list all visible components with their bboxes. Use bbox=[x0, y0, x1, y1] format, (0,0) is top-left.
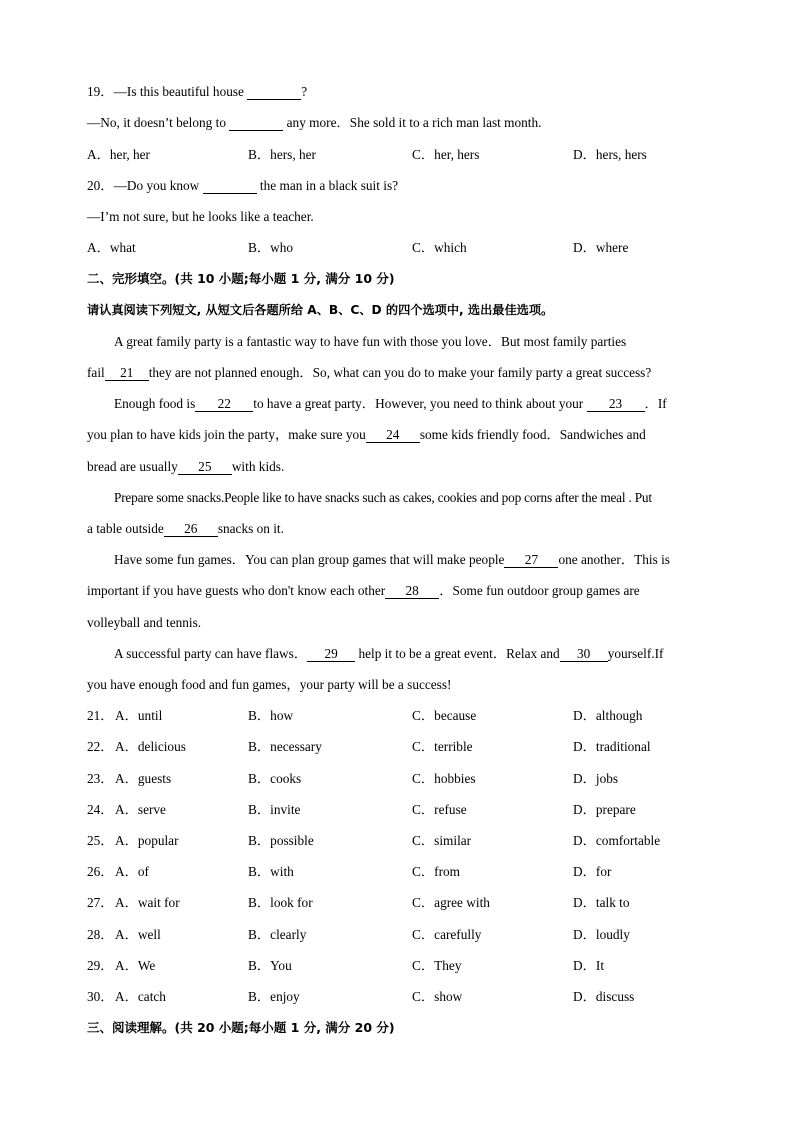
option-b: B．look for bbox=[248, 895, 313, 910]
blank-26: 26 bbox=[164, 521, 218, 537]
option-a: A．catch bbox=[115, 989, 166, 1004]
option-c: C．similar bbox=[412, 833, 472, 848]
option-a: A．serve bbox=[115, 802, 166, 817]
passage-text: yourself.If bbox=[607, 646, 664, 661]
question-23-options bbox=[87, 770, 727, 788]
blank-25: 25 bbox=[178, 459, 232, 475]
option-a: A．well bbox=[115, 927, 161, 942]
option-c: C．because bbox=[412, 708, 477, 723]
option-d: D．where bbox=[573, 240, 629, 255]
passage-p4-line2 bbox=[87, 582, 640, 600]
option-d: D．hers, hers bbox=[573, 147, 647, 162]
option-b: B．necessary bbox=[248, 739, 322, 754]
passage-text: a table outside bbox=[87, 521, 164, 536]
question-19-stem bbox=[87, 83, 307, 101]
question-25-options bbox=[87, 832, 727, 850]
option-b: B．enjoy bbox=[248, 989, 300, 1004]
q20-text-post: the man in a black suit is? bbox=[256, 178, 399, 193]
option-c: C．agree with bbox=[412, 895, 490, 910]
passage-p5-line2: you have enough food and fun games，your party will be a success! bbox=[87, 677, 452, 692]
option-b: B．possible bbox=[248, 833, 314, 848]
option-b: B．clearly bbox=[248, 927, 307, 942]
question-19-reply bbox=[87, 114, 541, 132]
option-a: A．guests bbox=[115, 771, 172, 786]
question-number: 24． bbox=[87, 802, 114, 817]
q19-reply-pre: —No, it doesn’t belong to bbox=[87, 115, 230, 130]
option-d: D．traditional bbox=[573, 739, 651, 754]
option-b: B．cooks bbox=[248, 771, 302, 786]
option-d: D．It bbox=[573, 958, 605, 973]
question-number: 25． bbox=[87, 833, 114, 848]
passage-text: some kids friendly food．Sandwiches and bbox=[419, 427, 646, 442]
answer-blank bbox=[247, 84, 301, 100]
passage-p5-line1 bbox=[114, 645, 663, 663]
passage-p4-line1 bbox=[114, 551, 670, 569]
section-2-title: 二、完形填空。(共 10 小题;每小题 1 分, 满分 10 分) bbox=[87, 271, 395, 286]
passage-text: they are not planned enough．So, what can you do to make your family party a great success? bbox=[148, 365, 652, 380]
question-19-options bbox=[87, 146, 727, 164]
passage-text: ．If bbox=[644, 396, 667, 411]
blank-27: 27 bbox=[504, 552, 558, 568]
option-a: A．until bbox=[115, 708, 163, 723]
passage-p2-line2 bbox=[87, 426, 646, 444]
passage-p2-line1 bbox=[114, 395, 667, 413]
passage-text: Enough food is bbox=[114, 396, 196, 411]
option-a: A．of bbox=[115, 864, 149, 879]
option-d: D．talk to bbox=[573, 895, 630, 910]
blank-28: 28 bbox=[385, 583, 439, 599]
blank-22: 22 bbox=[195, 396, 253, 412]
option-a: A．what bbox=[87, 240, 136, 255]
option-a: A．We bbox=[115, 958, 156, 973]
blank-30: 30 bbox=[560, 646, 608, 662]
question-21-options bbox=[87, 707, 727, 725]
option-c: C．hobbies bbox=[412, 771, 476, 786]
passage-text: Have some fun games．You can plan group games that will make people bbox=[114, 552, 505, 567]
option-a: A．her, her bbox=[87, 147, 150, 162]
passage-p4-line3: volleyball and tennis. bbox=[87, 615, 202, 630]
question-20-stem bbox=[87, 177, 398, 195]
passage-text: fail bbox=[87, 365, 105, 380]
q19-text-pre: 19．—Is this beautiful house bbox=[87, 84, 248, 99]
question-number: 21． bbox=[87, 708, 114, 723]
option-c: C．refuse bbox=[412, 802, 467, 817]
passage-p1-line2 bbox=[87, 364, 651, 382]
q19-text-post: ? bbox=[301, 84, 308, 99]
question-number: 30． bbox=[87, 989, 114, 1004]
blank-29: 29 bbox=[307, 646, 355, 662]
option-d: D．prepare bbox=[573, 802, 636, 817]
blank-23: 23 bbox=[587, 396, 645, 412]
passage-text: with kids. bbox=[231, 459, 285, 474]
option-b: B．hers, her bbox=[248, 147, 316, 162]
option-a: A．delicious bbox=[115, 739, 186, 754]
option-d: D．comfortable bbox=[573, 833, 661, 848]
question-26-options bbox=[87, 863, 727, 881]
answer-blank bbox=[229, 115, 283, 131]
passage-text: you plan to have kids join the party，make sure you bbox=[87, 427, 366, 442]
option-c: C．from bbox=[412, 864, 461, 879]
option-d: D．although bbox=[573, 708, 643, 723]
option-c: C．terrible bbox=[412, 739, 473, 754]
passage-text: ．Some fun outdoor group games are bbox=[439, 583, 640, 598]
option-c: C．which bbox=[412, 240, 467, 255]
option-a: A．wait for bbox=[115, 895, 180, 910]
blank-21: 21 bbox=[105, 365, 149, 381]
passage-p1-line1: A great family party is a fantastic way to have fun with those you love．But most family parties bbox=[114, 334, 627, 349]
option-d: D．loudly bbox=[573, 927, 630, 942]
section-2-instruction: 请认真阅读下列短文, 从短文后各题所给 A、B、C、D 的四个选项中, 选出最佳选项。 bbox=[87, 303, 554, 317]
option-d: D．jobs bbox=[573, 771, 619, 786]
answer-blank bbox=[203, 178, 257, 194]
option-a: A．popular bbox=[115, 833, 179, 848]
question-number: 26． bbox=[87, 864, 114, 879]
question-28-options bbox=[87, 926, 727, 944]
option-d: D．for bbox=[573, 864, 612, 879]
passage-text: A successful party can have flaws． bbox=[114, 646, 308, 661]
option-c: C．her, hers bbox=[412, 147, 480, 162]
question-30-options bbox=[87, 988, 727, 1006]
passage-text: help it to be a great event．Relax and bbox=[355, 646, 560, 661]
question-29-options bbox=[87, 957, 727, 975]
question-number: 29． bbox=[87, 958, 114, 973]
question-number: 23． bbox=[87, 771, 114, 786]
blank-24: 24 bbox=[366, 427, 420, 443]
question-20-options bbox=[87, 239, 727, 257]
passage-p3-line2 bbox=[87, 520, 284, 538]
passage-p2-line3 bbox=[87, 458, 284, 476]
option-b: B．invite bbox=[248, 802, 301, 817]
option-d: D．discuss bbox=[573, 989, 635, 1004]
option-c: C．show bbox=[412, 989, 463, 1004]
passage-text: bread are usually bbox=[87, 459, 178, 474]
option-b: B．how bbox=[248, 708, 294, 723]
question-22-options bbox=[87, 738, 727, 756]
q20-text-pre: 20．—Do you know bbox=[87, 178, 203, 193]
question-20-reply: —I’m not sure, but he looks like a teacher. bbox=[87, 209, 314, 224]
option-b: B．with bbox=[248, 864, 294, 879]
option-b: B．You bbox=[248, 958, 292, 973]
passage-text: important if you have guests who don't know each other bbox=[87, 583, 386, 598]
passage-text: to have a great party．However, you need to think about your bbox=[253, 396, 587, 411]
question-number: 22． bbox=[87, 739, 114, 754]
section-3-title: 三、阅读理解。(共 20 小题;每小题 1 分, 满分 20 分) bbox=[87, 1020, 395, 1035]
question-number: 28． bbox=[87, 927, 114, 942]
option-c: C．carefully bbox=[412, 927, 482, 942]
question-number: 27． bbox=[87, 895, 114, 910]
option-b: B．who bbox=[248, 240, 294, 255]
option-c: C．They bbox=[412, 958, 462, 973]
passage-text: snacks on it. bbox=[217, 521, 284, 536]
question-27-options bbox=[87, 894, 727, 912]
passage-p3-line1: Prepare some snacks.People like to have snacks such as cakes, cookies and pop corns after the meal . Put bbox=[114, 490, 652, 505]
q19-reply-post: any more．She sold it to a rich man last month. bbox=[283, 115, 542, 130]
passage-text: one another．This is bbox=[558, 552, 670, 567]
question-24-options bbox=[87, 801, 727, 819]
